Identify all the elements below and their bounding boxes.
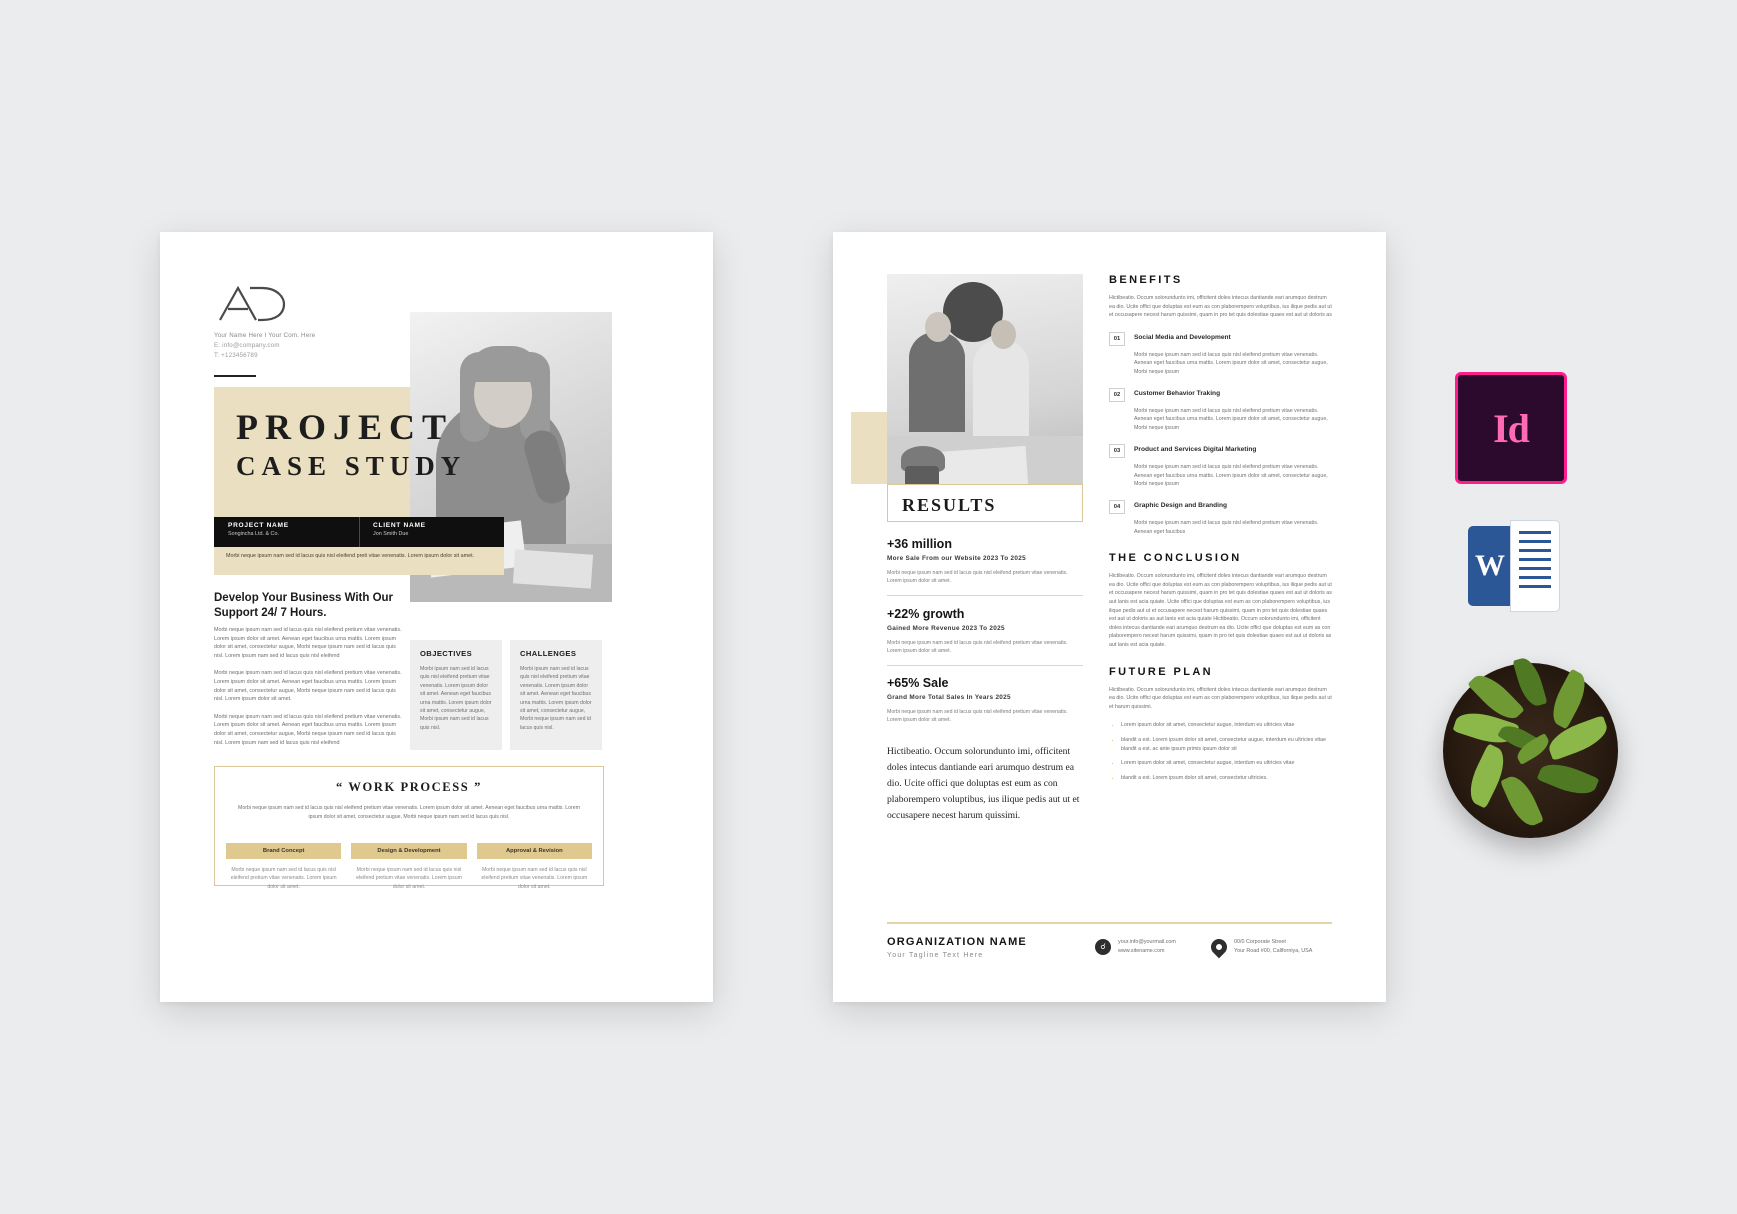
stat-1-label: More Sale From our Website 2023 To 2025	[887, 555, 1026, 562]
footer-email: your.info@yourmail.com	[1118, 939, 1176, 945]
benefit-1-title: Social Media and Development	[1134, 333, 1231, 341]
benefit-4-number: 04	[1109, 500, 1125, 514]
intro-paragraph-1: Morbi neque ipsum nam sed id lacus quis nisl eleifend pretium vitae venenatis. Lorem ipsum dolor sit amet. Aenean eget faucibus urna mattis. Lorem ipsum dolor sit amet, consectetur augue, Morbi neque ipsum nam sed id lacus quis nisl. Lorem ipsum nam sed id lacus quis nisl eleifend	[214, 627, 402, 659]
future-plan-title: FUTURE PLAN	[1109, 665, 1214, 678]
benefit-item-4	[1109, 500, 1332, 514]
client-name-label: CLIENT NAME	[373, 522, 426, 529]
stat-2-value: +22% growth	[887, 607, 965, 621]
benefit-item-2	[1109, 388, 1332, 402]
benefit-4-desc: Morbi neque ipsum nam sed id lacus quis nisl eleifend pretium vitae venenatis. Aenean eget faucibus	[1134, 520, 1319, 535]
map-pin-icon	[1208, 935, 1231, 958]
footer-divider	[887, 922, 1332, 924]
benefit-4-title: Graphic Design and Branding	[1134, 502, 1228, 510]
project-name-cell	[214, 517, 359, 547]
project-meta-bar	[214, 517, 504, 547]
benefits-title: BENEFITS	[1109, 274, 1183, 286]
organization-tagline: Your Tagline Text Here	[887, 952, 984, 959]
footer-organization	[887, 936, 1027, 959]
case-study-page-2	[833, 232, 1386, 1002]
step-desc-1: Morbi neque ipsum nam sed id lacus quis nisl eleifend pretium vitae venenatis. Lorem ipsum dolor sit amet.	[230, 867, 337, 890]
title-line-2: CASE STUDY	[236, 451, 467, 481]
potted-plant	[1443, 663, 1618, 838]
intro-paragraph-3: Morbi neque ipsum nam sed id lacus quis nisl eleifend pretium vitae venenatis. Lorem ipsum dolor sit amet. Aenean eget faucibus urna mattis. Lorem ipsum dolor sit amet, consectetur augue, Morbi neque ipsum nam sed id lacus quis nisl. Lorem ipsum nam sed id lacus quis nisl eleifend	[214, 713, 402, 746]
benefit-3-title: Product and Services Digital Marketing	[1134, 446, 1257, 454]
benefit-item-3	[1109, 444, 1332, 458]
work-process-step-descriptions	[214, 866, 604, 891]
step-approval-revision: Approval & Revision	[477, 843, 592, 859]
stat-3-label: Grand More Total Sales In Years 2025	[887, 694, 1011, 701]
indesign-file-icon	[1455, 372, 1567, 484]
results-title: RESULTS	[902, 495, 997, 515]
team-photo	[887, 274, 1083, 500]
stat-2-label: Gained More Revenue 2023 To 2025	[887, 625, 1005, 632]
footer-address-line-1: 00/0 Corporate Street	[1234, 939, 1286, 945]
benefit-3-desc: Morbi neque ipsum nam sed id lacus quis nisl eleifend pretium vitae venenatis. Aenean eget faucibus urna mattis. Lorem ipsum dolor sit amet, consectetur augue, Morbi neque ipsum	[1134, 464, 1328, 488]
objectives-title: OBJECTIVES	[420, 649, 473, 658]
benefit-2-number: 02	[1109, 388, 1125, 402]
intro-body	[214, 626, 404, 756]
word-doc-lines	[1510, 520, 1560, 612]
indesign-badge-label: Id	[1493, 405, 1529, 451]
stat-1-divider	[887, 595, 1083, 596]
future-bullet-1: • Lorem ipsum dolor sit amet, consectetur augue, interdum eu ultricies vitae	[1121, 721, 1332, 730]
future-bullet-3: • Lorem ipsum dolor sit amet, consectetur augue, interdum eu ultricies vitae	[1121, 759, 1332, 768]
project-name-value: Songincha Ltd. & Co.	[228, 531, 279, 537]
stat-1-value: +36 million	[887, 537, 952, 551]
intro-paragraph-2: Morbi neque ipsum nam sed id lacus quis nisl eleifend pretium vitae venenatis. Lorem ipsum dolor sit amet. Aenean eget faucibus urna mattis. Lorem ipsum dolor sit amet, consectetur augue, Morbi neque ipsum nam sed id lacus quis nisl. Lorem ipsum dolor sit amet.	[214, 670, 402, 703]
step-design-development: Design & Development	[351, 843, 466, 859]
stat-block-1	[887, 537, 1083, 596]
client-name-cell	[359, 517, 504, 547]
header-divider	[214, 375, 256, 377]
footer-website: www.sitename.com	[1118, 947, 1165, 954]
page-title	[236, 407, 506, 483]
benefit-3-number: 03	[1109, 444, 1125, 458]
stat-block-2	[887, 607, 1083, 666]
conclusion-title: THE CONCLUSION	[1109, 552, 1242, 565]
stat-block-3	[887, 676, 1083, 725]
objectives-card	[410, 640, 502, 750]
conclusion-text: Hictibeatio. Occum solorundunto imi, officitent doles intecus dantiande eari arumquo destrum ea dio. Ucite offici que doluptas est eum as con plaborempero voluptibus, ius ilique pedis aut ut et occusapere necest harum quissimi, quam in pro tet quis dolestiae quaes est aut ut doloris as aut lanis est acia quiate. Ucite offici que doluptas est eum as con plaborempero voluptibus, ius ilique pedis aut ut et occusapere necest harum quissimi, quam in pro tet quis dolestiae quaes est aut ut doloris as aut lanis est acia quiate Hictibeatio. Occum solorundunto imi, officitent doles intecus dantiande eari arumquo destrum ea dio. Ucite offici que doluptas est eum as con plaborempero necest harum quissimi, quam in pro tet quis dolestiae quaes est aut ut doloris as aut lanis est acia quiate.	[1109, 573, 1332, 648]
challenges-text: Morbi ipsum nam sed id lacus quis nisl eleifend pretium vitae venenatis. Lorem ipsum dolor sit amet. Aenean eget faucibus urna mattis. Lorem ipsum dolor sit amet, consectetur augue, Morbi neque ipsum nam sed id lacus quis nisl.	[520, 666, 592, 731]
section-headline: Develop Your Business With Our Support 24/ 7 Hours.	[214, 592, 394, 619]
stat-2-divider	[887, 665, 1083, 666]
right-column	[1109, 274, 1332, 798]
word-file-icon	[1468, 520, 1560, 612]
step-desc-2: Morbi neque ipsum nam sed id lacus quis nisl eleifend pretium vitae venenatis. Lorem ipsum dolor sit amet.	[356, 867, 462, 890]
work-process-title: “ WORK PROCESS ”	[336, 780, 482, 794]
challenges-card	[510, 640, 602, 750]
work-process-text: Morbi neque ipsum nam sed id lacus quis nisl eleifend pretium vitae venenatis. Lorem ipsum dolor sit amet. Aenean eget faucibus urna mattis. Lorem ipsum dolor sit amet, consectetur augue, Morbi neque ipsum nam sed id lacus quis nisl.	[238, 805, 580, 820]
word-badge-label: W	[1468, 526, 1512, 606]
intro-strip: Morbi neque ipsum nam sed id lacus quis nisl eleifend preti vitae venenatis. Lorem ipsum dolor sit amet.	[214, 547, 504, 575]
stat-3-value: +65% Sale	[887, 676, 949, 690]
globe-icon: ☌	[1095, 939, 1111, 955]
benefits-intro: Hictibeatio. Occum solorundunto imi, officitent doles intecus dantiande eari arumquo destrum ea dio. Ucite offici que doluptas est eum as con plaborempero voluptibus, ius ilique pedis aut ut et occusapere necest harum quissimi, quam in pro tet quis dolestiae quaes est aut ut doloris as	[1109, 295, 1332, 319]
client-name-value: Jon Smith Due	[373, 531, 409, 537]
future-bullet-4: • blandit a est. Lorem ipsum dolor sit amet, consectetur ultricies.	[1121, 774, 1332, 783]
objectives-text: Morbi ipsum nam sed id lacus quis nisl eleifend pretium vitae venenatis. Lorem ipsum dolor sit amet. Aenean eget faucibus urna mattis. Lorem ipsum dolor sit amet, consectetur augue, Morbi ipsum nam sed id lacus quis nisl.	[420, 666, 492, 731]
title-line-1: PROJECT	[236, 407, 454, 447]
step-desc-3: Morbi neque ipsum nam sed id lacus quis nisl eleifend pretium vitae venenatis. Lorem ipsum dolor sit amet.	[481, 867, 588, 890]
company-contact-block	[214, 331, 315, 361]
work-process-steps	[214, 843, 604, 859]
project-name-label: PROJECT NAME	[228, 522, 289, 529]
footer-address	[1211, 938, 1312, 955]
contact-name: Your Name Here I Your Com. Here	[214, 332, 316, 339]
contact-phone: T: +123456789	[214, 352, 258, 359]
results-heading-box	[887, 484, 1083, 522]
footer-address-line-2: Your Road #00, Callforniya, USA	[1234, 947, 1313, 954]
benefit-2-desc: Morbi neque ipsum nam sed id lacus quis nisl eleifend pretium vitae venenatis. Aenean eget faucibus urna mattis. Lorem ipsum dolor sit amet, consectetur augue, Morbi neque ipsum	[1134, 408, 1328, 431]
footer-web-contact	[1095, 938, 1176, 955]
contact-email: E: info@company.com	[214, 342, 280, 349]
benefit-1-desc: Morbi neque ipsum nam sed id lacus quis nisl eleifend pretium vitae venenatis. Aenean eget faucibus urna mattis. Lorem ipsum dolor sit amet, consectetur augue, Morbi neque ipsum	[1134, 351, 1328, 375]
future-plan-intro: Hictibeatio. Occum solorundunto imi, officitent doles intecus dantiande eari arumquo destrum ea dio. Ucite offici que doluptas est eum as con plaborempero voluptibus, ius ilique pedis aut ut et harum quissimi.	[1109, 686, 1332, 710]
company-logo-icon	[214, 280, 294, 326]
organization-name: ORGANIZATION NAME	[887, 936, 1027, 948]
step-brand-concept: Brand Concept	[226, 843, 341, 859]
case-study-page-1	[160, 232, 713, 1002]
benefit-2-title: Customer Behavior Traking	[1134, 390, 1221, 397]
benefit-1-number: 01	[1109, 332, 1125, 346]
future-plan-bullets	[1109, 721, 1332, 782]
challenges-title: CHALLENGES	[520, 649, 577, 658]
future-bullet-2: • blandit a est. Lorem ipsum dolor sit amet, consectetur augue, interdum eu ultricies vitae blandit a est. ac ante ipsum primis ipsum dolor sit	[1121, 736, 1332, 753]
stat-3-desc: Morbi neque ipsum nam sed id lacus quis nisl eleifend pretium vitae venenatis. Lorem ipsum dolor sit amet.	[887, 709, 1068, 724]
stat-2-desc: Morbi neque ipsum nam sed id lacus quis nisl eleifend pretium vitae venenatis. Lorem ipsum dolor sit amet.	[887, 640, 1068, 655]
benefit-item-1	[1109, 332, 1332, 346]
stat-1-desc: Morbi neque ipsum nam sed id lacus quis nisl eleifend pretium vitae venenatis. Lorem ipsum dolor sit amet.	[887, 570, 1068, 585]
pull-quote: Hictibeatio. Occum solorundunto imi, officitent doles intecus dantiande eari arumquo destrum ea dio. Ucite offici que doluptas est eum as con plaborempero voluptibus, ius ilique pedis aut ut et occusapere necest harum quissimi.	[887, 746, 1080, 821]
